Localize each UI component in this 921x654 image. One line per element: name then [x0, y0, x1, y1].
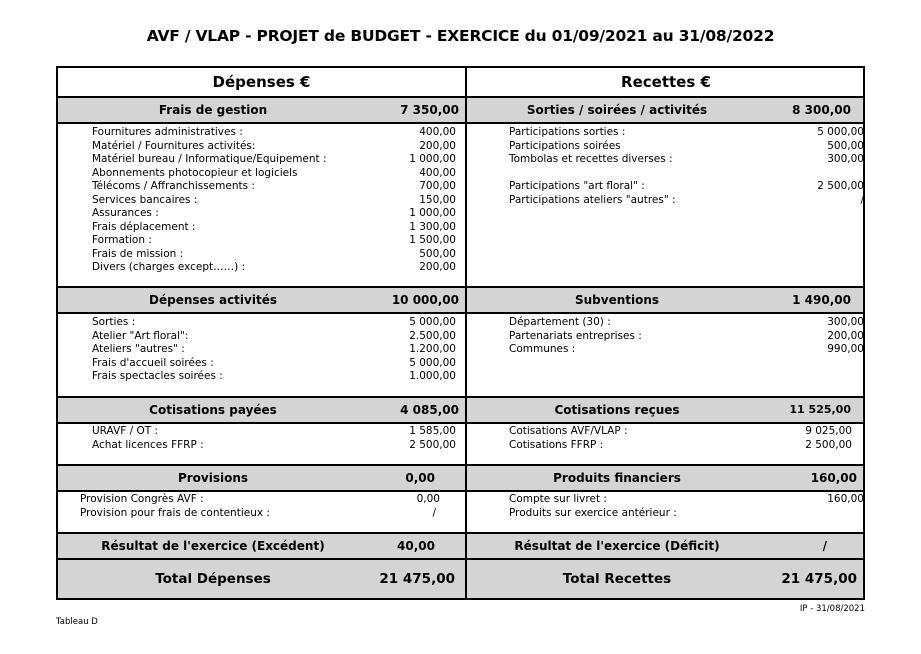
item-value: 200,00: [419, 261, 456, 273]
item-label: Assurances :: [92, 207, 159, 219]
list-item: [92, 261, 456, 275]
list-item: [92, 180, 456, 194]
item-value: 1.200,00: [409, 343, 456, 355]
item-value: 5 000,00: [409, 316, 456, 328]
item-value: 1 585,00: [409, 425, 456, 437]
list-item: [509, 167, 864, 181]
list-item: [92, 167, 456, 181]
item-label: Matériel / Fournitures activités:: [92, 139, 256, 152]
item-label: Sorties :: [92, 316, 136, 328]
item-value: 2 500,00: [409, 438, 456, 451]
item-label: Divers (charges except……) :: [92, 261, 246, 273]
rule: [58, 312, 863, 314]
rule: [58, 464, 863, 466]
item-label: Services bancaires :: [92, 193, 198, 206]
item-label: Frais déplacement :: [92, 220, 196, 233]
item-label: Département (30) :: [509, 316, 611, 328]
item-list: [509, 493, 864, 520]
item-value: 700,00: [419, 180, 456, 192]
list-item: [509, 140, 864, 154]
depenses-header: Dépenses €: [212, 73, 311, 91]
item-value: 1.000,00: [409, 370, 456, 382]
section-amount: 7 350,00: [400, 103, 459, 117]
item-value: 1 500,00: [409, 234, 456, 246]
list-item: [92, 330, 456, 344]
item-label: Frais d'accueil soirées :: [92, 356, 214, 369]
table-label: Tableau D: [56, 617, 98, 627]
item-label: Provision Congrès AVF :: [80, 493, 204, 505]
list-item: [92, 153, 456, 167]
list-item: [509, 425, 864, 439]
item-value: 160,00: [827, 493, 864, 505]
item-value: 1 300,00: [409, 220, 456, 233]
section-amount: 1 490,00: [792, 293, 851, 307]
list-item: [92, 316, 456, 330]
item-label: Télécoms / Affranchissements :: [92, 180, 255, 192]
item-label: Fournitures administratives :: [92, 126, 243, 138]
result-name: Résultat de l'exercice (Excédent): [101, 539, 325, 553]
item-value: 500,00: [827, 139, 864, 152]
list-item: [92, 207, 456, 221]
item-value: 2 500,00: [817, 180, 864, 192]
item-value: 500,00: [419, 247, 456, 260]
section-amount: 11 525,00: [789, 403, 851, 416]
item-list: [509, 126, 864, 207]
list-item: [92, 425, 456, 439]
item-label: Cotisations FFRP :: [509, 438, 604, 451]
section-name: Cotisations payées: [149, 403, 277, 417]
list-item: [509, 316, 864, 330]
list-item: [92, 221, 456, 235]
list-item: [92, 140, 456, 154]
item-value: 0,00: [416, 493, 440, 505]
item-list: [509, 316, 864, 357]
item-value: 1 000,00: [409, 153, 456, 165]
column-divider: [465, 68, 467, 598]
section-name: Sorties / soirées / activités: [526, 103, 708, 117]
section-amount: 4 085,00: [400, 403, 459, 417]
list-item: [92, 343, 456, 357]
list-item: [92, 439, 456, 453]
item-value: 300,00: [827, 153, 864, 165]
total-amount: 21 475,00: [379, 571, 455, 587]
list-item: [80, 493, 440, 507]
item-value: 400,00: [419, 126, 456, 138]
section-name: Subventions: [574, 293, 660, 307]
item-label: Participations ateliers "autres" :: [509, 193, 676, 206]
item-label: Provision pour frais de contentieux :: [80, 506, 270, 519]
rule: [58, 396, 863, 398]
list-item: [509, 493, 864, 507]
section-name: Dépenses activités: [149, 293, 277, 307]
item-value: /: [432, 506, 436, 519]
result-name: Résultat de l'exercice (Déficit): [514, 539, 720, 553]
section-amount: 10 000,00: [391, 293, 459, 307]
footer-reference: IP - 31/08/2021: [799, 604, 865, 614]
list-item: [509, 507, 864, 521]
item-label: Cotisations AVF/VLAP :: [509, 425, 628, 437]
result-amount: 40,00: [397, 539, 435, 553]
item-value: 400,00: [419, 166, 456, 179]
item-list: [509, 425, 864, 452]
rule: [58, 490, 863, 492]
list-item: [92, 194, 456, 208]
item-label: Produits sur exercice antérieur :: [509, 506, 677, 519]
list-item: [509, 126, 864, 140]
item-value: 300,00: [827, 316, 864, 328]
item-label: Compte sur livret :: [509, 493, 607, 505]
item-value: 2 500,00: [805, 438, 852, 451]
list-item: [80, 507, 440, 521]
list-item: [509, 439, 864, 453]
total-name: Total Recettes: [562, 571, 672, 587]
item-label: Frais de mission :: [92, 247, 184, 260]
item-label: Participations soirées: [509, 139, 621, 152]
list-item: [92, 248, 456, 262]
total-amount: 21 475,00: [781, 571, 857, 587]
section-amount: 0,00: [405, 471, 435, 485]
section-amount: 160,00: [810, 471, 857, 485]
item-value: /: [860, 193, 864, 206]
list-item: [509, 153, 864, 167]
section-name: Cotisations reçues: [554, 403, 680, 417]
item-value: 200,00: [827, 329, 864, 342]
rule: [58, 122, 863, 124]
item-label: Abonnements photocopieur et logiciels: [92, 166, 298, 179]
rule: [58, 532, 863, 534]
item-list: [92, 316, 456, 384]
item-label: URAVF / OT :: [92, 425, 159, 437]
item-value: 1 000,00: [409, 207, 456, 219]
item-label: Frais spectacles soirées :: [92, 370, 223, 382]
rule: [58, 422, 863, 424]
section-name: Provisions: [177, 471, 249, 485]
list-item: [509, 330, 864, 344]
item-label: Participations "art floral" :: [509, 180, 645, 192]
list-item: [92, 357, 456, 371]
rule: [58, 96, 863, 98]
section-name: Produits financiers: [553, 471, 681, 485]
section-amount: 8 300,00: [792, 103, 851, 117]
item-value: 2.500,00: [409, 329, 456, 342]
item-label: Communes :: [509, 343, 576, 355]
item-list: [92, 425, 456, 452]
item-label: Partenariats entreprises :: [509, 329, 642, 342]
item-value: 5 000,00: [409, 356, 456, 369]
item-list: [80, 493, 440, 520]
rule: [58, 558, 863, 560]
item-label: Atelier "Art floral":: [92, 329, 189, 342]
item-value: 150,00: [419, 193, 456, 206]
list-item: [92, 234, 456, 248]
item-label: Participations sorties :: [509, 126, 626, 138]
item-value: 9 025,00: [805, 425, 852, 437]
recettes-header: Recettes €: [621, 73, 711, 91]
page-title: AVF / VLAP - PROJET de BUDGET - EXERCICE du 01/09/2021 au 31/08/2022: [146, 27, 775, 45]
item-list: [92, 126, 456, 275]
list-item: [509, 180, 864, 194]
rule: [58, 286, 863, 288]
item-label: Achat licences FFRP :: [92, 438, 204, 451]
list-item: [509, 194, 864, 208]
list-item: [509, 343, 864, 357]
list-item: [92, 370, 456, 384]
result-amount: /: [822, 539, 827, 553]
item-label: Ateliers "autres" :: [92, 343, 185, 355]
item-label: Formation :: [92, 234, 152, 246]
section-name: Frais de gestion: [158, 103, 268, 117]
budget-table: [56, 66, 865, 600]
item-label: Matériel bureau / Informatique/Equipement :: [92, 153, 327, 165]
item-label: Tombolas et recettes diverses :: [509, 153, 673, 165]
list-item: [92, 126, 456, 140]
item-value: 200,00: [419, 139, 456, 152]
item-value: 990,00: [827, 343, 864, 355]
total-name: Total Dépenses: [155, 571, 271, 587]
item-value: 5 000,00: [817, 126, 864, 138]
